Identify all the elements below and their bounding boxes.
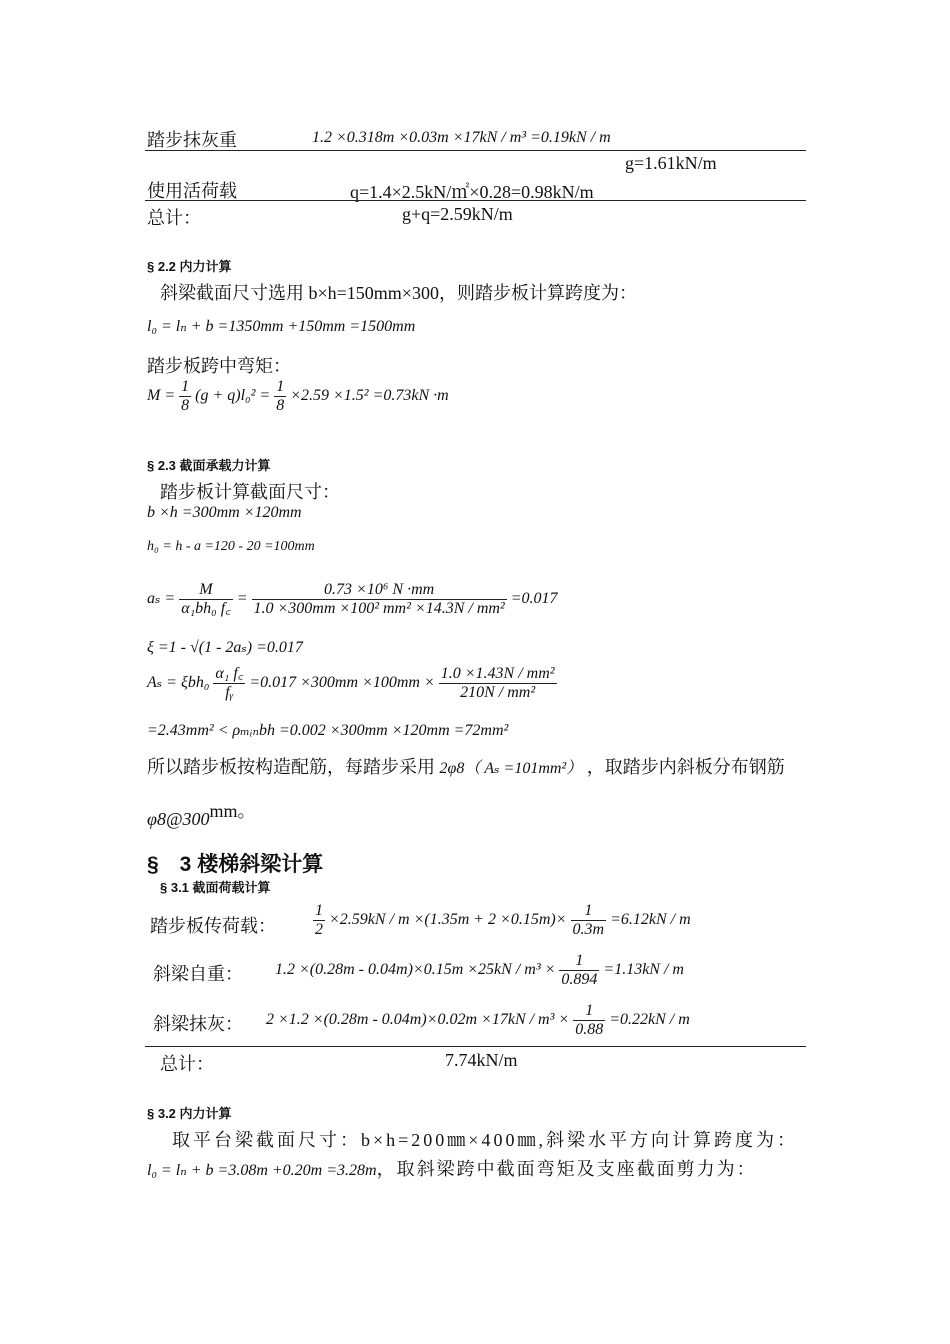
span-formula: l₀ = lₙ + b =3.08m +0.20m =3.28m xyxy=(147,1162,377,1179)
section-3-2-heading: § 3.2 内力计算 xyxy=(147,1106,232,1121)
moment-lhs: M = xyxy=(147,387,176,405)
bh-formula: b ×h =300mm ×120mm xyxy=(147,504,302,521)
moment-formula xyxy=(147,378,449,415)
row1-label: 踏步板传荷载： xyxy=(150,916,276,936)
fraction: $\frac{\text{0.73 ×10⁶ N ·mm}}{\text{1.0 ×300mm ×100² mm² ×14.3N / mm²}}$ xyxy=(253,581,505,617)
As-result: =2.43mm² < ρₘᵢₙbh =0.002 ×300mm ×120mm =72mm² xyxy=(147,722,509,739)
As-formula xyxy=(147,665,557,702)
step-plaster-label: 踏步抹灰重 xyxy=(147,130,237,150)
As-lhs: Aₛ = ξbh₀ xyxy=(147,674,210,692)
span-tail: ，取斜梁跨中截面弯矩及支座截面剪力为： xyxy=(376,1159,757,1179)
h0-formula: h₀ = h - a =120 - 20 =100mm xyxy=(147,539,315,554)
section-2-3-heading: § 2.3 截面承载力计算 xyxy=(147,458,271,473)
fraction: $\frac{1}{2}$ xyxy=(315,902,323,938)
section-2-2-heading: § 2.2 内力计算 xyxy=(147,259,232,274)
row3-label: 斜梁抹灰： xyxy=(153,1014,243,1034)
row3-formula: 2 ×1.2 ×(0.28m - 0.04m)×0.02m ×17kN / m³ × $\frac{1}{0.88}$ =0.22kN / m xyxy=(266,1002,690,1038)
conclusion-text: 所以踏步板按构造配筋，每踏步采用 xyxy=(147,757,435,777)
conclusion-text: ，取踏步内斜板分布钢筋 xyxy=(586,757,785,777)
section-3-heading: § 3 楼梯斜梁计算 xyxy=(147,853,324,876)
fraction: $\frac{1}{8}$ xyxy=(276,378,285,414)
divider xyxy=(145,150,806,151)
total-label: 总计： xyxy=(147,208,201,228)
conclusion-line xyxy=(147,753,785,779)
rebar-spec: 2φ8（ Aₛ =101mm²） xyxy=(439,760,583,777)
section-3-total-value: 7.74kN/m xyxy=(445,1050,518,1070)
moment-mid: (g + q)l₀² = xyxy=(195,387,271,405)
distribution-bar: φ8@300mm。 xyxy=(147,801,256,829)
as-rhs: =0.017 xyxy=(510,590,558,608)
divider xyxy=(145,200,806,201)
fraction: $\frac{M}{\text{α₁bh₀ f꜀}}$ xyxy=(181,581,231,617)
span-formula: l₀ = lₙ + b =1350mm +150mm =1500mm xyxy=(147,318,416,335)
section-3-1-heading: § 3.1 截面荷载计算 xyxy=(160,880,271,895)
fraction: $\frac{1}{0.3m}$ xyxy=(572,902,605,938)
fraction: $\frac{1}{0.88}$ xyxy=(575,1002,604,1038)
section-3-2-span-line xyxy=(147,1155,757,1181)
as-lhs: aₛ = xyxy=(147,590,176,608)
section-3-total-label: 总计： xyxy=(160,1054,214,1074)
as-formula: aₛ = $\frac{M}{\text{α₁bh₀ f꜀}}$ = $\frac{\text{0.73 ×10⁶ N ·mm}}{\text{1.0 ×300mm ×100² mm² ×14.3N / mm²}}$ =0.017 xyxy=(147,581,558,617)
As-mid: =0.017 ×300mm ×100mm × xyxy=(249,674,435,692)
g-total: g=1.61kN/m xyxy=(625,153,717,173)
fraction: $\frac{1}{0.894}$ xyxy=(561,952,598,988)
live-load-label: 使用活荷载 xyxy=(147,181,237,201)
xi-formula: ξ =1 - √(1 - 2aₛ) =0.017 xyxy=(147,639,303,656)
live-load-formula: q=1.4×2.5kN/㎡×0.28=0.98kN/m xyxy=(350,182,594,202)
divider xyxy=(145,1046,806,1047)
moment-rhs: ×2.59 ×1.5² =0.73kN ·m xyxy=(290,387,449,405)
section-2-2-intro: 斜梁截面尺寸选用 b×h=150mm×300，则踏步板计算跨度为： xyxy=(160,283,637,303)
section-2-3-intro: 踏步板计算截面尺寸： xyxy=(160,482,340,502)
section-3-2-intro: 取平台梁截面尺寸：b×h=200㎜×400㎜,斜梁水平方向计算跨度为： xyxy=(172,1130,798,1150)
total-value: g+q=2.59kN/m xyxy=(402,204,513,224)
fraction: $\frac{\text{α₁ f꜀}}{\text{fᵧ}}$ xyxy=(215,665,244,701)
moment-label: 踏步板跨中弯矩： xyxy=(147,356,291,376)
step-plaster-formula: 1.2 ×0.318m ×0.03m ×17kN / m³ =0.19kN / m xyxy=(312,129,611,146)
fraction: $\frac{\text{1.0 ×1.43N / mm²}}{\text{210N / mm²}}$ xyxy=(440,665,555,701)
row2-label: 斜梁自重： xyxy=(153,964,243,984)
row2-formula: 1.2 ×(0.28m - 0.04m)×0.15m ×25kN / m³ × $\frac{1}{0.894}$ =1.13kN / m xyxy=(275,952,684,988)
row1-formula: $\frac{1}{2}$ ×2.59kN / m ×(1.35m + 2 ×0.15m)× $\frac{1}{0.3m}$ =6.12kN / m xyxy=(315,902,691,938)
fraction: $\frac{1}{8}$ xyxy=(181,378,190,414)
